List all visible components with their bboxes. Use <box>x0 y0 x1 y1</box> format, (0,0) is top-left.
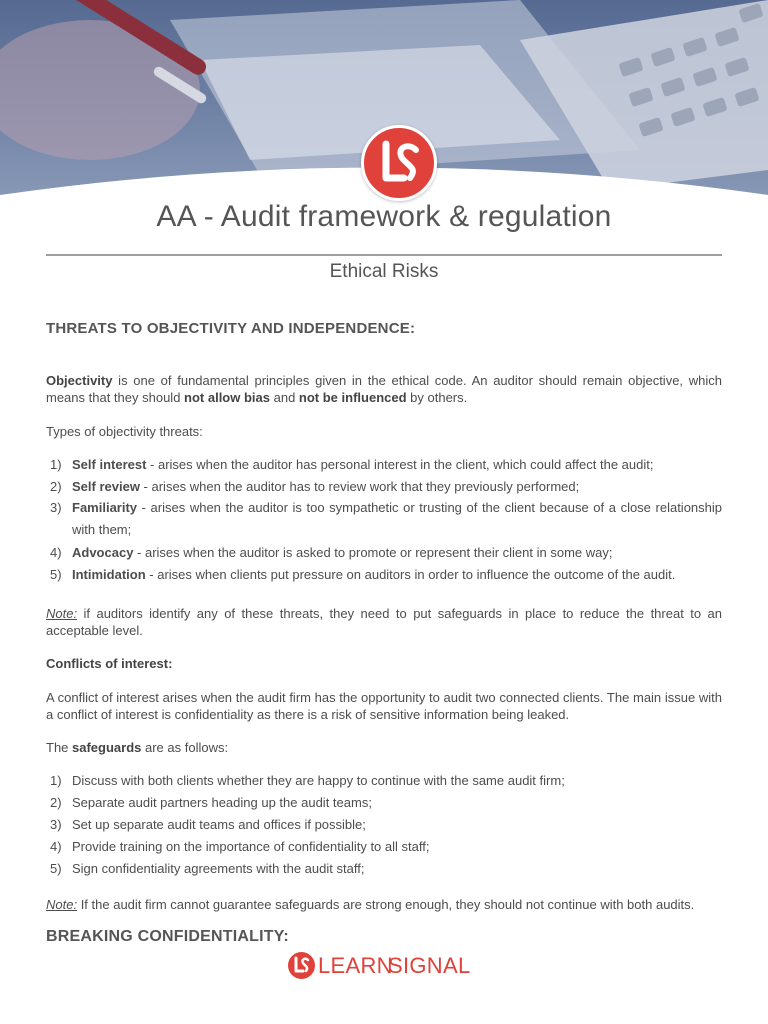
paragraph-text: is one of fundamental principles given in the ethical code. An auditor should remain objective, which means that they should <box>46 373 722 405</box>
page-subtitle: Ethical Risks <box>329 261 439 282</box>
note-label: Note: <box>46 606 78 621</box>
safeguards-intro: The safeguards are as follows: <box>46 740 229 755</box>
list-item: 3) Familiarity - arises when the auditor is too sympathetic or trusting of the client because of a close relationship with them; <box>50 500 722 537</box>
conflicts-heading: Conflicts of interest: <box>46 656 173 671</box>
note-threats <box>46 606 722 639</box>
list-item: 4) Provide training on the importance of confidentiality to all staff; <box>50 839 430 854</box>
list-item: 4) Advocacy - arises when the auditor is asked to promote or represent their client in some way; <box>50 545 613 560</box>
safeguards-list <box>46 773 722 883</box>
list-item: 2) Separate audit partners heading up the audit teams; <box>50 795 372 810</box>
note-label: Note: <box>46 897 78 912</box>
conflicts-paragraph: A conflict of interest arises when the audit firm has the opportunity to audit two connected clients. The main issue with a conflict of interest is confidentiality as there is a risk of sensitive information being leaked. <box>46 690 722 722</box>
learnsignal-logo-icon <box>288 951 480 981</box>
list-item: 1) Self interest - arises when the auditor has personal interest in the client, which could affect the audit; <box>50 457 654 472</box>
list-item: 1) Discuss with both clients whether they are happy to continue with the same audit firm; <box>50 773 565 788</box>
section-heading-confidentiality: BREAKING CONFIDENTIALITY: <box>46 928 289 945</box>
list-item: 5) Sign confidentiality agreements with the audit staff; <box>50 861 365 876</box>
page-title: AA - Audit framework & regulation <box>156 200 612 233</box>
note-text: if auditors identify any of these threats, they need to put safeguards in place to reduce the threat to an acceptable level. <box>46 606 722 638</box>
footer-brand-signal: SIGNAL <box>388 953 471 978</box>
bold-term: Objectivity <box>46 373 113 388</box>
list-item: 2) Self review - arises when the auditor has to review work that they previously performed; <box>50 479 580 494</box>
note-text: If the audit firm cannot guarantee safeguards are strong enough, they should not continue with both audits. <box>77 897 695 912</box>
title-divider <box>46 254 722 256</box>
types-label: Types of objectivity threats: <box>46 424 203 439</box>
paragraph-text: by others. <box>406 389 468 405</box>
paragraph-text: and <box>270 389 299 405</box>
list-item: 3) Set up separate audit teams and offices if possible; <box>50 817 366 832</box>
section-heading-threats: THREATS TO OBJECTIVITY AND INDEPENDENCE: <box>46 320 416 337</box>
bold-term: not be influenced <box>298 389 407 405</box>
footer-brand-learn: LEARN <box>318 953 393 978</box>
list-item: 5) Intimidation - arises when clients put pressure on auditors in order to influence the outcome of the audit. <box>50 567 676 582</box>
objectivity-paragraph <box>46 373 722 406</box>
footer-ls-mark-icon <box>288 952 315 979</box>
threats-list <box>46 457 722 589</box>
note-safeguards <box>46 898 722 912</box>
bold-term: not allow bias <box>184 389 270 405</box>
ls-logo-icon <box>361 125 437 201</box>
